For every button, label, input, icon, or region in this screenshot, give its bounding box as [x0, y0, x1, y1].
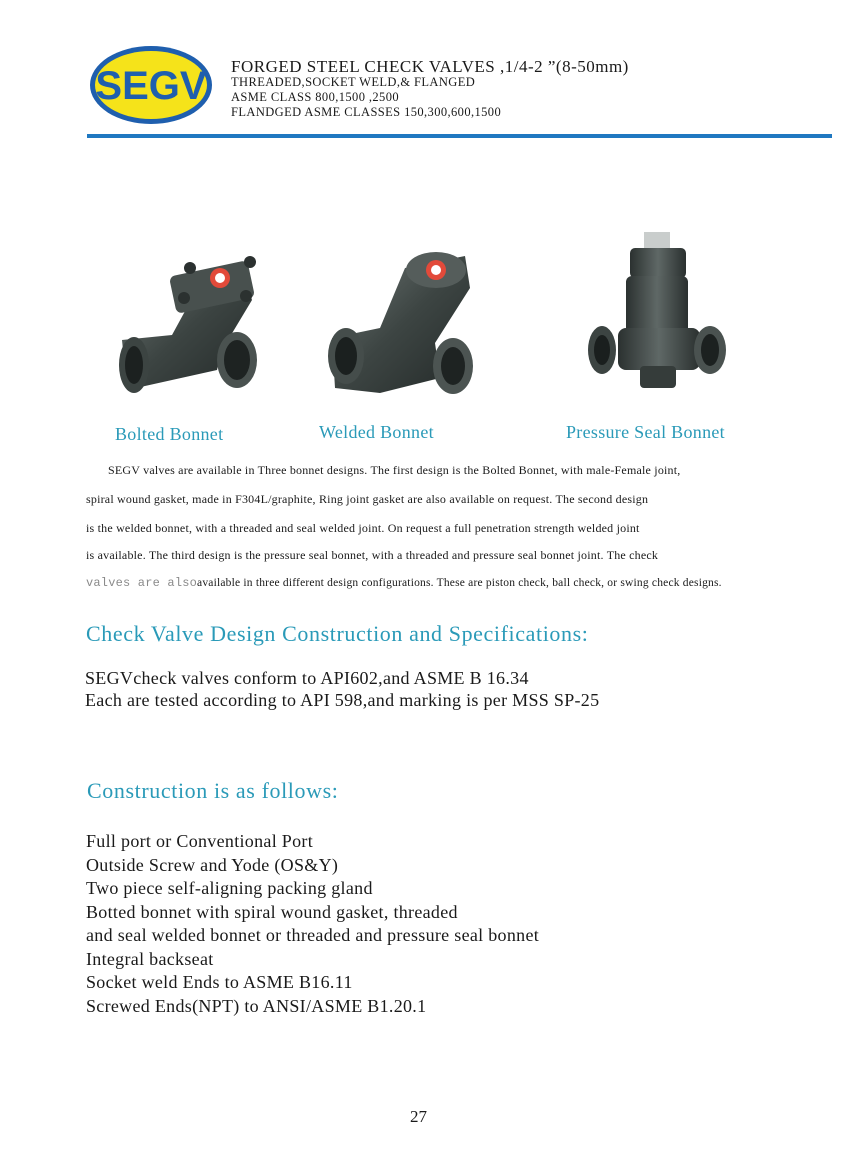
intro-line-1: SEGV valves are available in Three bonnet designs. The first design is the Bolted Bonnet, with male-Female joint, — [108, 463, 681, 477]
list-item: Integral backseat — [86, 948, 214, 969]
list-item: Outside Screw and Yode (OS&Y) — [86, 854, 339, 875]
segv-logo — [88, 44, 214, 126]
list-item: Socket weld Ends to ASME B16.11 — [86, 972, 353, 992]
list-item: Full port or Conventional Port — [86, 831, 313, 851]
bolted-bonnet-valve-icon — [112, 240, 282, 408]
specs-heading: Check Valve Design Construction and Specifications: — [86, 621, 589, 646]
list-item: Screwed Ends(NPT) to ANSI/ASME B1.20.1 — [86, 995, 427, 1016]
construction-heading: Construction is as follows: — [87, 778, 339, 803]
intro-line-5 — [86, 575, 722, 590]
list-item: Two piece self-aligning packing gland — [86, 878, 373, 898]
specs-line-2: Each are tested according to API 598,and marking is per MSS SP-25 — [85, 690, 600, 710]
caption-welded-bonnet: Welded Bonnet — [319, 422, 434, 442]
header-divider — [87, 134, 832, 138]
intro-line-5-rest: available in three different design configurations. These are piston check, ball check, or swing check designs. — [197, 577, 722, 589]
caption-pressure-seal-bonnet: Pressure Seal Bonnet — [566, 422, 725, 442]
page-number: 27 — [410, 1107, 427, 1126]
header-block — [231, 58, 629, 120]
caption-bolted-bonnet: Bolted Bonnet — [115, 424, 224, 444]
header-subtitle-2: ASME CLASS 800,1500 ,2500 — [231, 90, 400, 104]
list-item: and seal welded bonnet or threaded and pressure seal bonnet — [86, 925, 540, 945]
list-item: Botted bonnet with spiral wound gasket, threaded — [86, 901, 458, 922]
welded-bonnet-valve-icon — [320, 248, 480, 408]
intro-line-3: is the welded bonnet, with a threaded and seal welded joint. On request a full penetration strength welded joint — [86, 521, 640, 535]
page-title: FORGED STEEL CHECK VALVES ,1/4-2 ”(8-50mm) — [231, 57, 629, 76]
header-subtitle-3: FLANDGED ASME CLASSES 150,300,600,1500 — [231, 105, 502, 119]
logo-text: SEGV — [95, 64, 207, 108]
construction-list — [86, 830, 539, 1018]
intro-line-2: spiral wound gasket, made in F304L/graphite, Ring joint gasket are also available on request. The second design — [86, 492, 649, 506]
pressure-seal-bonnet-valve-icon — [588, 228, 728, 398]
intro-line-4: is available. The third design is the pressure seal bonnet, with a threaded and pressure seal bonnet joint. The check — [86, 548, 659, 562]
intro-line-5-prefix: valves are also — [86, 576, 198, 590]
specs-line-1: SEGVcheck valves conform to API602,and ASME B 16.34 — [85, 668, 529, 688]
header-subtitle-1: THREADED,SOCKET WELD,& FLANGED — [231, 75, 476, 89]
